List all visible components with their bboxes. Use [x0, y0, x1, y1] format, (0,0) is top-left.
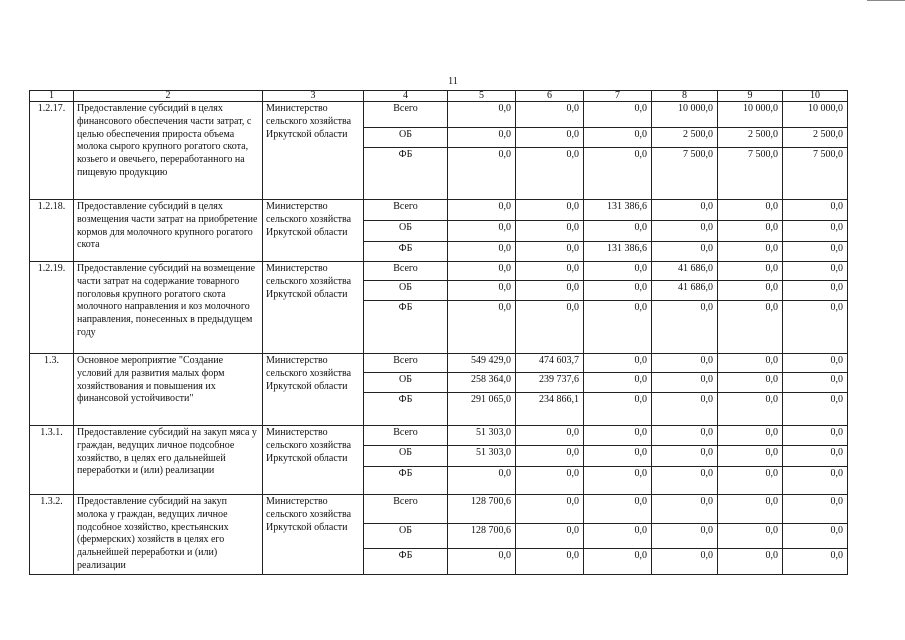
row-code: 1.2.17. — [30, 102, 74, 200]
amount-cell: 0,0 — [783, 262, 848, 281]
amount-cell: 0,0 — [783, 446, 848, 467]
column-header: 7 — [584, 91, 652, 102]
amount-cell: 0,0 — [584, 148, 652, 200]
amount-cell: 0,0 — [516, 495, 584, 524]
row-executor: Министерство сельского хозяйства Иркутской области — [263, 262, 364, 354]
amount-cell: 0,0 — [783, 549, 848, 575]
amount-cell: 0,0 — [448, 301, 516, 354]
amount-cell: 474 603,7 — [516, 354, 584, 373]
amount-cell: 0,0 — [584, 446, 652, 467]
amount-cell: 10 000,0 — [652, 102, 718, 128]
column-header: 10 — [783, 91, 848, 102]
row-description: Предоставление субсидий на возмещение части затрат на содержание товарного поголовья крупного рогатого скота молочного направления и коз молочного направления, понесенных в предыдущем году — [74, 262, 263, 354]
amount-cell: 0,0 — [448, 200, 516, 221]
header-row — [30, 91, 848, 102]
amount-cell: 51 303,0 — [448, 426, 516, 446]
table-row — [30, 102, 848, 128]
amount-cell: 0,0 — [448, 549, 516, 575]
amount-cell: 0,0 — [652, 221, 718, 242]
table-row — [30, 354, 848, 373]
amount-cell: 0,0 — [718, 373, 783, 393]
amount-cell: 0,0 — [718, 446, 783, 467]
amount-cell: 0,0 — [783, 281, 848, 301]
amount-cell: 131 386,6 — [584, 200, 652, 221]
amount-cell: 0,0 — [652, 549, 718, 575]
amount-cell: 0,0 — [584, 221, 652, 242]
amount-cell: 0,0 — [448, 281, 516, 301]
amount-cell: 0,0 — [718, 242, 783, 262]
amount-cell: 0,0 — [718, 200, 783, 221]
amount-cell: 41 686,0 — [652, 281, 718, 301]
amount-cell: 0,0 — [516, 426, 584, 446]
funding-source: ФБ — [364, 549, 448, 575]
column-header: 5 — [448, 91, 516, 102]
amount-cell: 0,0 — [584, 426, 652, 446]
funding-source: ОБ — [364, 373, 448, 393]
row-description: Предоставление субсидий в целях финансового обеспечения части затрат, с целью обеспечения прироста объема молока сырого крупного рогатого скота, козьего и овечьего, переработанного на пищевую продукцию — [74, 102, 263, 200]
amount-cell: 0,0 — [516, 242, 584, 262]
amount-cell: 0,0 — [718, 221, 783, 242]
page-number: 11 — [448, 76, 458, 87]
amount-cell: 0,0 — [448, 262, 516, 281]
amount-cell: 0,0 — [516, 301, 584, 354]
amount-cell: 0,0 — [783, 373, 848, 393]
column-header: 3 — [263, 91, 364, 102]
funding-source: ФБ — [364, 242, 448, 262]
amount-cell: 239 737,6 — [516, 373, 584, 393]
amount-cell: 0,0 — [516, 200, 584, 221]
amount-cell: 0,0 — [584, 301, 652, 354]
amount-cell: 0,0 — [448, 148, 516, 200]
amount-cell: 0,0 — [718, 495, 783, 524]
amount-cell: 0,0 — [652, 373, 718, 393]
amount-cell: 41 686,0 — [652, 262, 718, 281]
amount-cell: 0,0 — [584, 495, 652, 524]
budget-table — [29, 90, 848, 575]
row-code: 1.3. — [30, 354, 74, 426]
amount-cell: 0,0 — [448, 221, 516, 242]
row-code: 1.2.18. — [30, 200, 74, 262]
amount-cell: 7 500,0 — [652, 148, 718, 200]
amount-cell: 0,0 — [783, 467, 848, 495]
row-code: 1.3.2. — [30, 495, 74, 575]
amount-cell: 0,0 — [652, 354, 718, 373]
amount-cell: 0,0 — [516, 523, 584, 549]
amount-cell: 2 500,0 — [652, 128, 718, 148]
amount-cell: 10 000,0 — [783, 102, 848, 128]
amount-cell: 0,0 — [718, 426, 783, 446]
funding-source: ОБ — [364, 446, 448, 467]
amount-cell: 0,0 — [652, 523, 718, 549]
row-code: 1.3.1. — [30, 426, 74, 495]
funding-source: Всего — [364, 426, 448, 446]
funding-source: ОБ — [364, 523, 448, 549]
table-body — [30, 91, 848, 575]
amount-cell: 258 364,0 — [448, 373, 516, 393]
funding-source: ФБ — [364, 467, 448, 495]
amount-cell: 0,0 — [516, 262, 584, 281]
amount-cell: 0,0 — [584, 549, 652, 575]
amount-cell: 0,0 — [516, 446, 584, 467]
amount-cell: 0,0 — [584, 373, 652, 393]
amount-cell: 0,0 — [584, 467, 652, 495]
amount-cell: 0,0 — [516, 467, 584, 495]
amount-cell: 0,0 — [652, 200, 718, 221]
amount-cell: 234 866,1 — [516, 393, 584, 426]
column-header: 9 — [718, 91, 783, 102]
amount-cell: 0,0 — [516, 281, 584, 301]
amount-cell: 0,0 — [652, 495, 718, 524]
amount-cell: 0,0 — [652, 467, 718, 495]
row-description: Предоставление субсидий в целях возмещения части затрат на приобретение кормов для молочного крупного рогатого скота — [74, 200, 263, 262]
amount-cell: 0,0 — [584, 128, 652, 148]
amount-cell: 549 429,0 — [448, 354, 516, 373]
funding-source: ФБ — [364, 393, 448, 426]
amount-cell: 0,0 — [783, 426, 848, 446]
amount-cell: 0,0 — [584, 102, 652, 128]
amount-cell: 0,0 — [718, 549, 783, 575]
amount-cell: 128 700,6 — [448, 523, 516, 549]
table-row — [30, 426, 848, 446]
funding-source: Всего — [364, 354, 448, 373]
amount-cell: 0,0 — [448, 467, 516, 495]
amount-cell: 0,0 — [783, 354, 848, 373]
funding-source: Всего — [364, 495, 448, 524]
amount-cell: 0,0 — [516, 221, 584, 242]
amount-cell: 2 500,0 — [718, 128, 783, 148]
row-executor: Министерство сельского хозяйства Иркутской области — [263, 354, 364, 426]
amount-cell: 0,0 — [516, 549, 584, 575]
amount-cell: 0,0 — [718, 354, 783, 373]
amount-cell: 0,0 — [584, 262, 652, 281]
amount-cell: 0,0 — [718, 523, 783, 549]
amount-cell: 0,0 — [584, 523, 652, 549]
amount-cell: 0,0 — [584, 281, 652, 301]
amount-cell: 0,0 — [516, 148, 584, 200]
amount-cell: 7 500,0 — [783, 148, 848, 200]
amount-cell: 0,0 — [652, 426, 718, 446]
amount-cell: 2 500,0 — [783, 128, 848, 148]
funding-source: ФБ — [364, 148, 448, 200]
funding-source: Всего — [364, 200, 448, 221]
amount-cell: 0,0 — [718, 467, 783, 495]
amount-cell: 291 065,0 — [448, 393, 516, 426]
amount-cell: 0,0 — [783, 221, 848, 242]
funding-source: ОБ — [364, 281, 448, 301]
row-executor: Министерство сельского хозяйства Иркутской области — [263, 102, 364, 200]
scan-edge-mark — [867, 0, 905, 5]
table-row — [30, 200, 848, 221]
table-row — [30, 262, 848, 281]
amount-cell: 0,0 — [783, 393, 848, 426]
amount-cell: 0,0 — [652, 446, 718, 467]
amount-cell: 0,0 — [448, 128, 516, 148]
funding-source: ОБ — [364, 221, 448, 242]
amount-cell: 10 000,0 — [718, 102, 783, 128]
amount-cell: 7 500,0 — [718, 148, 783, 200]
column-header: 6 — [516, 91, 584, 102]
amount-cell: 0,0 — [516, 128, 584, 148]
amount-cell: 131 386,6 — [584, 242, 652, 262]
amount-cell: 0,0 — [448, 102, 516, 128]
row-code: 1.2.19. — [30, 262, 74, 354]
funding-source: Всего — [364, 102, 448, 128]
row-executor: Министерство сельского хозяйства Иркутской области — [263, 495, 364, 575]
amount-cell: 0,0 — [718, 393, 783, 426]
funding-source: ОБ — [364, 128, 448, 148]
amount-cell: 0,0 — [448, 242, 516, 262]
amount-cell: 128 700,6 — [448, 495, 516, 524]
amount-cell: 0,0 — [516, 102, 584, 128]
row-description: Предоставление субсидий на закуп мяса у граждан, ведущих личное подсобное хозяйство, в целях его дальнейшей переработки и (или) реализации — [74, 426, 263, 495]
row-description: Основное мероприятие "Создание условий для развития малых форм хозяйствования и повышения их финансовой устойчивости" — [74, 354, 263, 426]
column-header: 8 — [652, 91, 718, 102]
amount-cell: 0,0 — [783, 523, 848, 549]
amount-cell: 0,0 — [584, 393, 652, 426]
amount-cell: 51 303,0 — [448, 446, 516, 467]
amount-cell: 0,0 — [783, 495, 848, 524]
amount-cell: 0,0 — [584, 354, 652, 373]
amount-cell: 0,0 — [652, 393, 718, 426]
amount-cell: 0,0 — [718, 262, 783, 281]
row-executor: Министерство сельского хозяйства Иркутской области — [263, 200, 364, 262]
amount-cell: 0,0 — [652, 301, 718, 354]
amount-cell: 0,0 — [718, 301, 783, 354]
funding-source: ФБ — [364, 301, 448, 354]
amount-cell: 0,0 — [783, 200, 848, 221]
amount-cell: 0,0 — [783, 242, 848, 262]
amount-cell: 0,0 — [783, 301, 848, 354]
row-executor: Министерство сельского хозяйства Иркутской области — [263, 426, 364, 495]
row-description: Предоставление субсидий на закуп молока у граждан, ведущих личное подсобное хозяйство, крестьянских (фермерских) хозяйств в целях его дальнейшей переработки и (или) реализации — [74, 495, 263, 575]
column-header: 2 — [74, 91, 263, 102]
column-header: 1 — [30, 91, 74, 102]
column-header: 4 — [364, 91, 448, 102]
table-row — [30, 495, 848, 524]
amount-cell: 0,0 — [652, 242, 718, 262]
amount-cell: 0,0 — [718, 281, 783, 301]
funding-source: Всего — [364, 262, 448, 281]
